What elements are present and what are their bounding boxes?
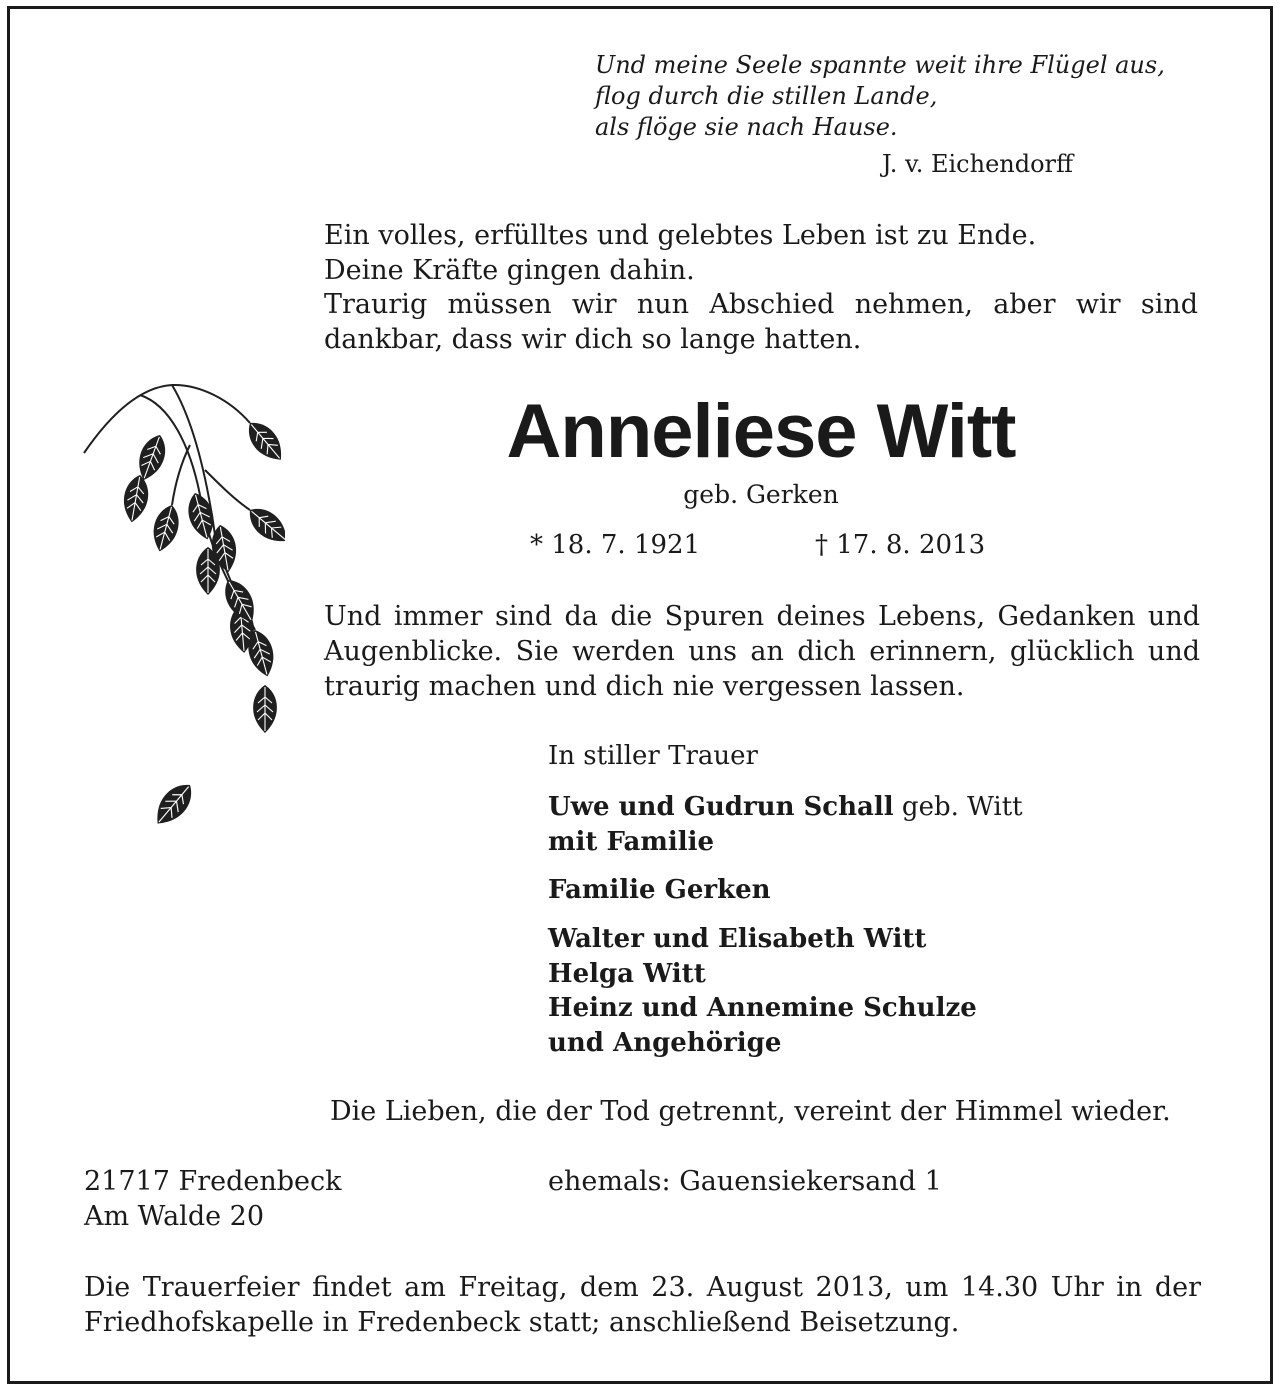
address-line-2: Am Walde 20 [84, 1201, 265, 1232]
mourner-name: Uwe und Gudrun Schall [548, 792, 894, 822]
mourner-name: Helga Witt [548, 958, 706, 989]
memory-line: traurig machen und dich nie vergessen lassen. [324, 671, 965, 702]
mourner-name: Walter und Elisabeth Witt [548, 924, 927, 954]
funeral-line: Friedhofskapelle in Fredenbeck statt; anschließend Beisetzung. [84, 1307, 960, 1338]
mourner-name: und Angehörige [548, 1027, 782, 1058]
intro-line: dankbar, dass wir dich so lange hatten. [324, 323, 862, 355]
poem-quote [595, 50, 1235, 143]
quote-line: Und meine Seele spannte weit ihre Flügel aus, [595, 51, 1165, 79]
maiden-name: geb. Gerken [683, 480, 839, 509]
funeral-line: Die Trauerfeier findet am Freitag, dem 23. August 2013, um 14.30 Uhr in der [84, 1272, 1201, 1303]
intro-text [324, 219, 1198, 357]
intro-line: Ein volles, erfülltes und gelebtes Leben ist zu Ende. [324, 220, 1037, 251]
mourner-line: mit Familie [548, 826, 715, 857]
quote-line: als flöge sie nach Hause. [595, 113, 898, 141]
leaf-cluster [120, 415, 285, 831]
mourner-group-2 [548, 873, 771, 908]
mourner-group-3 [548, 922, 977, 1060]
birth-date: * 18. 7. 1921 [530, 530, 701, 560]
deceased-name: Anneliese Witt [506, 389, 1016, 474]
closing-line: Die Lieben, die der Tod getrennt, vereint der Himmel wieder. [330, 1096, 1171, 1127]
death-date: † 17. 8. 2013 [815, 530, 986, 560]
mourner-group-1 [548, 790, 1023, 859]
intro-line: Traurig müssen wir nun Abschied nehmen, aber wir sind [324, 289, 1198, 320]
quote-author: J. v. Eichendorff [882, 150, 1074, 178]
mourner-name: Heinz und Annemine Schulze [548, 993, 977, 1023]
funeral-info [84, 1270, 1201, 1340]
memory-line: Augenblicke. Sie werden uns an dich erinnern, glücklich und [324, 636, 1200, 667]
former-address: ehemals: Gauensiekersand 1 [548, 1166, 942, 1197]
address-line-1: 21717 Fredenbeck [84, 1166, 342, 1197]
mourner-maiden: geb. Witt [893, 792, 1023, 822]
memory-text [324, 599, 1200, 704]
quote-line: flog durch die stillen Lande, [595, 82, 938, 110]
mourner-name: Familie Gerken [548, 875, 771, 905]
memory-line: Und immer sind da die Spuren deines Lebens, Gedanken und [324, 601, 1200, 632]
mourning-heading: In stiller Trauer [548, 741, 758, 771]
birch-branch-illustration [80, 375, 285, 840]
intro-line: Deine Kräfte gingen dahin. [324, 254, 695, 286]
